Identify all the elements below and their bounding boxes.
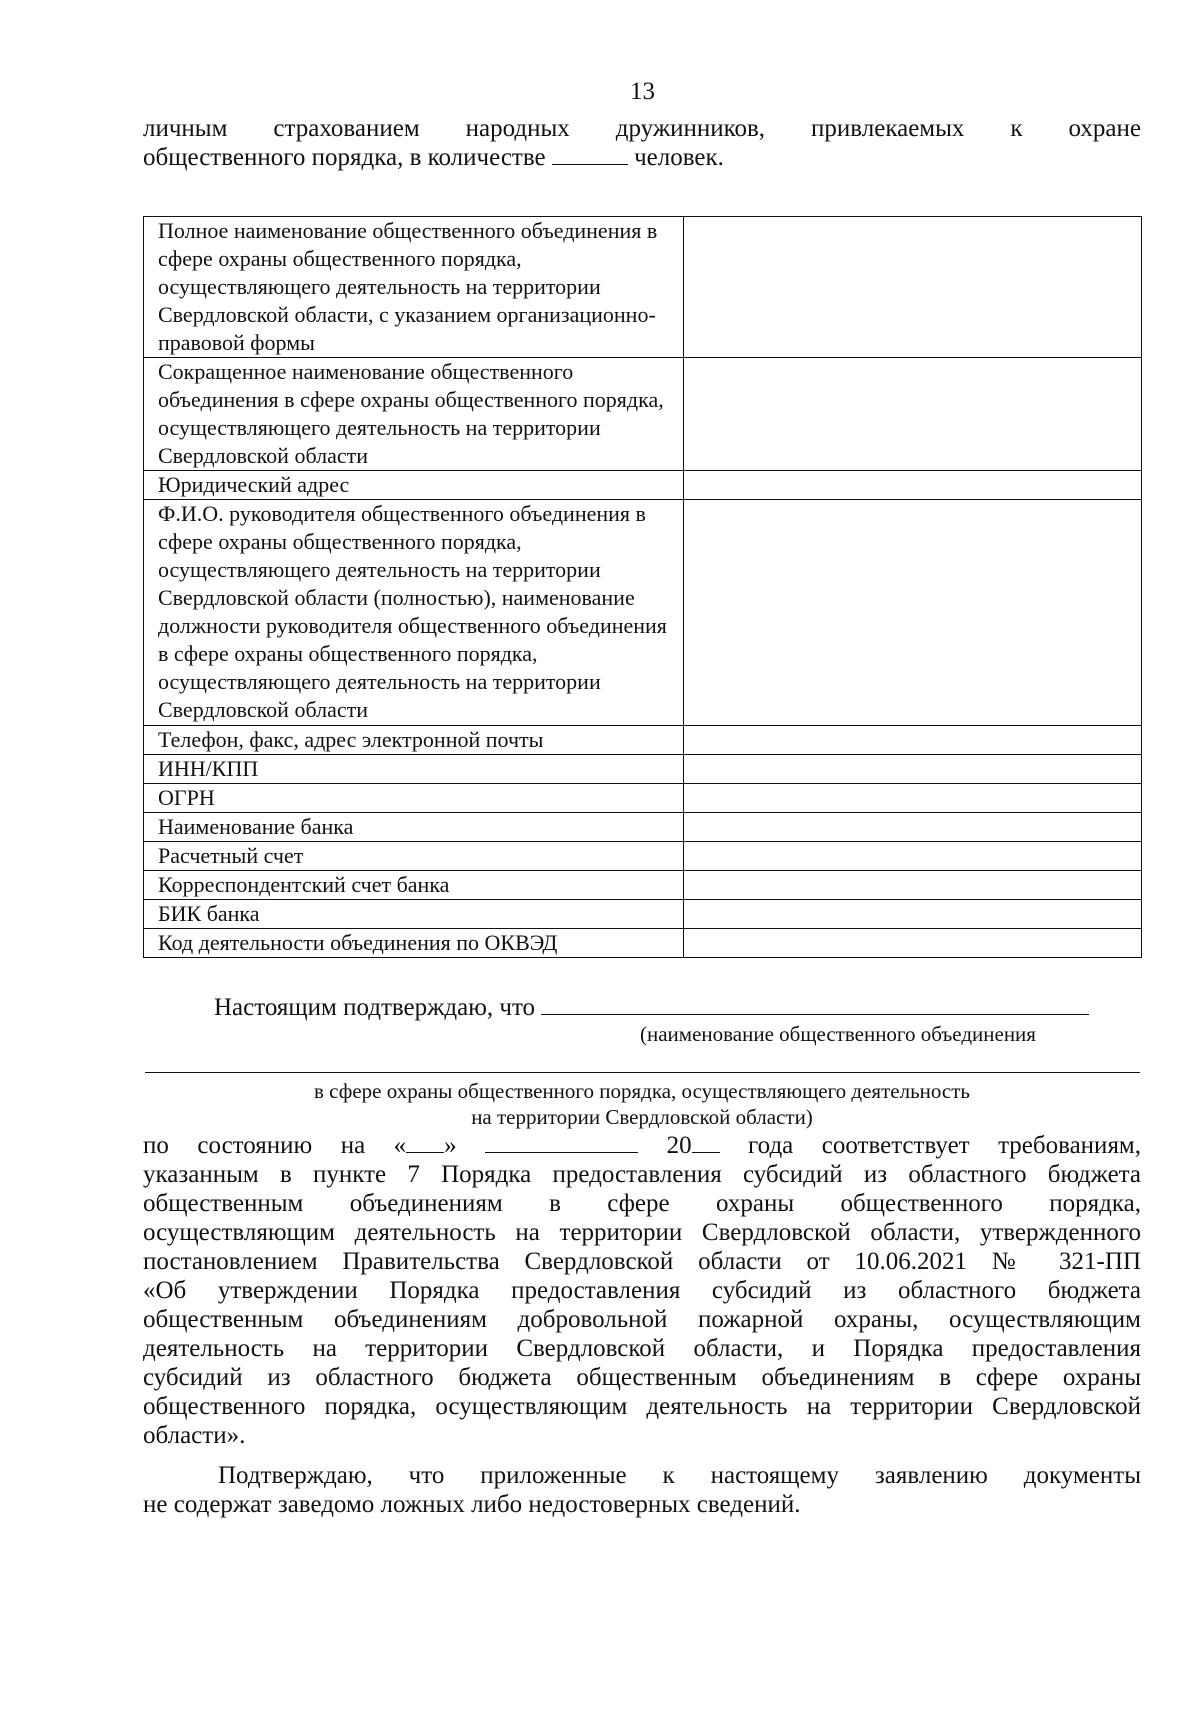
row-label: ИНН/КПП [144,755,684,784]
body-line-2: общественным объединениям в сфере охраны общественного порядка, [143,1190,1141,1217]
year-blank[interactable] [692,1131,720,1153]
row-value-field[interactable] [684,726,1142,755]
row-label: Код деятельности объединения по ОКВЭД [144,929,684,958]
row-label: Сокращенное наименование общественного объединения в сфере охраны общественного порядка, осуществляющего деятельность на территории Свердловской области [144,358,684,471]
row-label: Ф.И.О. руководителя общественного объединения в сфере охраны общественного порядка, осуществляющего деятельность на территории Свердловской области (полностью), наименование должности руководителя общественного объединения в сфере охраны общественного порядка, осуществляющего деятельность на территории Свердловской области [144,500,684,726]
row-value-field[interactable] [684,500,1142,726]
row-label: Наименование банка [144,813,684,842]
table-row [144,500,1142,726]
row-value-field[interactable] [684,471,1142,500]
row-value-field[interactable] [684,871,1142,900]
body-line-5: «Об утверждении Порядка предоставления субсидий из областного бюджета [143,1277,1141,1304]
body-line-6: общественным объединениям добровольной пожарной охраны, осуществляющим [143,1306,1141,1333]
final-line-2: не содержат заведомо ложных либо недостоверных сведений. [143,1491,801,1518]
row-value-field[interactable] [684,755,1142,784]
row-value-field[interactable] [684,929,1142,958]
table-row [144,358,1142,471]
org-name-blank-continued[interactable] [145,1072,1140,1073]
table-row [144,813,1142,842]
page-number: 13 [630,78,655,105]
final-line-1: Подтверждаю, что приложенные к настоящему заявлению документы [218,1462,1141,1489]
body-line-10: области». [143,1422,246,1449]
body-line-1: указанным в пункте 7 Порядка предоставления субсидий из областного бюджета [143,1161,1141,1188]
org-name-caption-line-2: в сфере охраны общественного порядка, осуществляющего деятельность [314,1079,970,1103]
org-name-caption: (наименование общественного объединения [640,1022,1036,1046]
org-name-caption-line-3: на территории Свердловской области) [471,1105,813,1129]
body-line-9: общественного порядка, осуществляющим деятельность на территории Свердловской [143,1393,1141,1420]
table-row [144,842,1142,871]
row-value-field[interactable] [684,813,1142,842]
day-blank[interactable] [406,1131,444,1153]
table-row [144,217,1142,358]
table-row [144,726,1142,755]
row-label: Расчетный счет [144,842,684,871]
row-label: Полное наименование общественного объединения в сфере охраны общественного порядка, осуществляющего деятельность на территории Свердловской области, с указанием организационно-правовой формы [144,217,684,358]
table-row [144,471,1142,500]
body-line-7: деятельность на территории Свердловской области, и Порядка предоставления [143,1335,1141,1362]
row-label: Корреспондентский счет банка [144,871,684,900]
org-name-blank[interactable] [541,993,1089,1015]
row-value-field[interactable] [684,900,1142,929]
row-value-field[interactable] [684,358,1142,471]
intro-line-1: личным страхованием народных дружинников, привлекаемых к охране [143,115,1141,142]
row-label: Телефон, факс, адрес электронной почты [144,726,684,755]
organization-details-table [143,216,1142,958]
month-blank[interactable] [485,1131,638,1153]
body-line-8: субсидий из областного бюджета общественным объединениям в сфере охраны [143,1364,1141,1391]
count-blank [552,143,628,165]
row-label: ОГРН [144,784,684,813]
status-date-line: по состоянию на « » 20 года соответствует требованиям, [143,1132,1142,1159]
table-row [144,929,1142,958]
body-line-4: постановлением Правительства Свердловской области от 10.06.2021 № 321-ПП [143,1248,1141,1275]
row-value-field[interactable] [684,784,1142,813]
table-row [144,784,1142,813]
table-row [144,871,1142,900]
body-line-3: осуществляющим деятельность на территории Свердловской области, утвержденного [143,1219,1141,1246]
table-row [144,900,1142,929]
row-label: Юридический адрес [144,471,684,500]
intro-line-2: общественного порядка, в количестве человек. [143,144,724,171]
table-row [144,755,1142,784]
confirm-line: Настоящим подтверждаю, что [214,993,1144,1022]
row-value-field[interactable] [684,217,1142,358]
row-label: БИК банка [144,900,684,929]
row-value-field[interactable] [684,842,1142,871]
